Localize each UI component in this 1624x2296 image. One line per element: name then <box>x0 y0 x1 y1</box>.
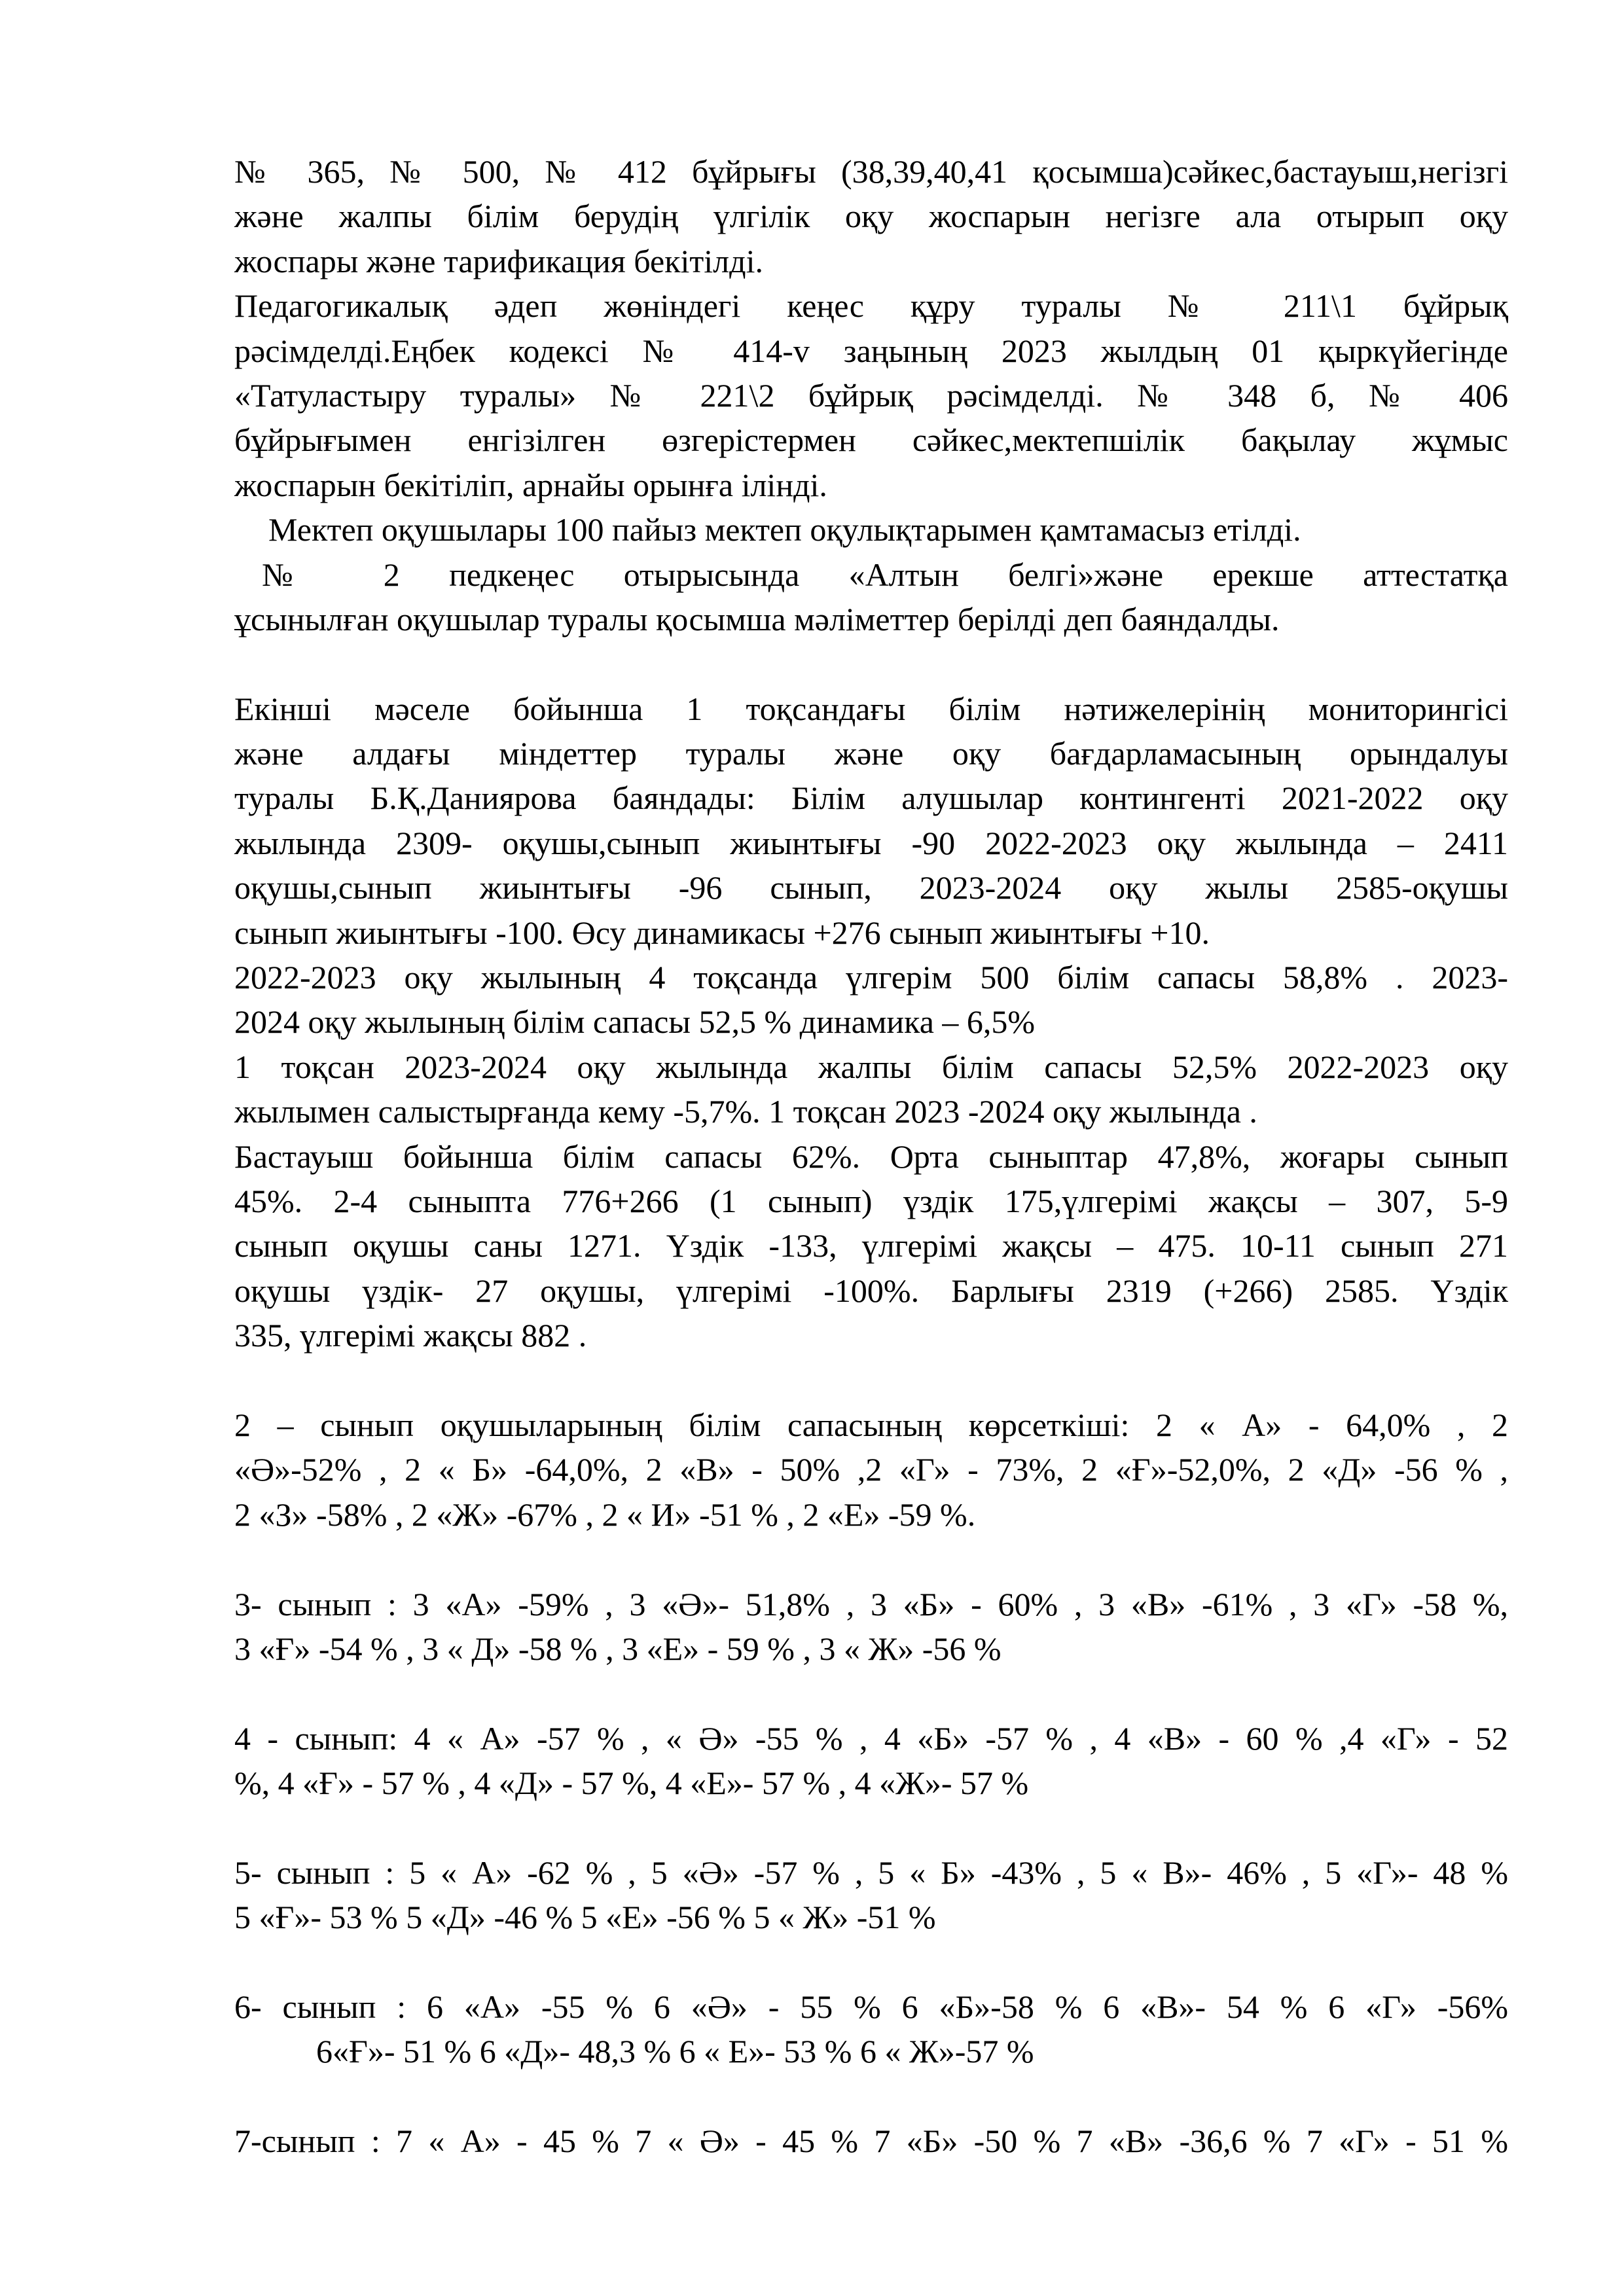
text-line: «Ә»-52% , 2 « Б» -64,0%, 2 «В» - 50% ,2 «Г» - 73%, 2 «Ғ»-52,0%, 2 «Д» -56 % , <box>234 1451 1508 1488</box>
text-line: Мектеп оқушылары 100 пайыз мектеп оқулықтарымен қамтамасыз етілді. <box>268 511 1301 548</box>
text-line: жоспары және тарификация бекітілді. <box>234 242 763 279</box>
text-line: жылымен салыстырғанда кему -5,7%. 1 тоқсан 2023 -2024 оқу жылында . <box>234 1093 1257 1130</box>
text-line: оқушы үздік- 27 оқушы, үлгерімі -100%. Барлығы 2319 (+266) 2585. Үздік <box>234 1272 1508 1309</box>
text-line: 2 «З» -58% , 2 «Ж» -67% , 2 « И» -51 % , 2 «Е» -59 %. <box>234 1496 976 1533</box>
text-line: Бастауыш бойынша білім сапасы 62%. Орта сыныптар 47,8%, жоғары сынып <box>234 1138 1508 1175</box>
text-line: 2 – сынып оқушыларының білім сапасының көрсеткіші: 2 « А» - 64,0% , 2 <box>234 1406 1508 1443</box>
text-line: және алдағы міндеттер туралы және оқу бағдарламасының орындалуы <box>234 735 1508 772</box>
text-line: 4 - сынып: 4 « А» -57 % , « Ә» -55 % , 4 «Б» -57 % , 4 «В» - 60 % ,4 «Г» - 52 <box>234 1719 1508 1757</box>
text-line: 335, үлгерімі жақсы 882 . <box>234 1317 587 1354</box>
blank-line <box>234 1537 1508 1581</box>
text-line: 1 тоқсан 2023-2024 оқу жылында жалпы білім сапасы 52,5% 2022-2023 оқу <box>234 1048 1508 1085</box>
text-line: сынып оқушы саны 1271. Үздік -133, үлгерімі жақсы – 475. 10-11 сынып 271 <box>234 1227 1508 1265</box>
text-line: 45%. 2-4 сыныпта 776+266 (1 сынып) үздік 175,үлгерімі жақсы – 307, 5-9 <box>234 1182 1508 1219</box>
text-line: және жалпы білім берудің үлгілік оқу жоспарын негізге ала отырып оқу <box>234 198 1508 235</box>
document-text-block <box>234 149 1508 2164</box>
text-line: жоспарын бекітіліп, арнайы орынға ілінді. <box>234 466 827 503</box>
text-line: № 365, № 500, № 412 бұйрығы (38,39,40,41 қосымша)сәйкес,бастауыш,негізгі <box>234 153 1508 190</box>
text-line: %, 4 «Ғ» - 57 % , 4 «Д» - 57 %, 4 «Е»- 57 % , 4 «Ж»- 57 % <box>234 1765 1029 1802</box>
text-line: 6- сынып : 6 «А» -55 % 6 «Ә» - 55 % 6 «Б»-58 % 6 «В»- 54 % 6 «Г» -56% <box>234 1988 1508 2026</box>
blank-line <box>234 1671 1508 1715</box>
text-line: 6«Ғ»- 51 % 6 «Д»- 48,3 % 6 « Е»- 53 % 6 « Ж»-57 % <box>316 2033 1034 2070</box>
text-line: 5- сынып : 5 « А» -62 % , 5 «Ә» -57 % , 5 « Б» -43% , 5 « В»- 46% , 5 «Г»- 48 % <box>234 1854 1508 1891</box>
text-line: ұсынылған оқушылар туралы қосымша мәліметтер берілді деп баяндалды. <box>234 600 1280 637</box>
text-line: 2022-2023 оқу жылының 4 тоқсанда үлгерім 500 білім сапасы 58,8% . 2023- <box>234 959 1508 996</box>
blank-line <box>234 1358 1508 1403</box>
text-line: оқушы,сынып жиынтығы -96 сынып, 2023-2024 оқу жылы 2585-оқушы <box>234 869 1508 906</box>
text-line: Педагогикалық әдеп жөніндегі кеңес құру туралы № 211\1 бұйрық <box>234 287 1508 325</box>
text-line: жылында 2309- оқушы,сынып жиынтығы -90 2022-2023 оқу жылында – 2411 <box>234 824 1508 861</box>
text-line: 5 «Ғ»- 53 % 5 «Д» -46 % 5 «Е» -56 % 5 « Ж» -51 % <box>234 1899 936 1936</box>
text-line: бұйрығымен енгізілген өзгерістермен сәйкес,мектепшілік бақылау жұмыс <box>234 422 1508 459</box>
blank-line <box>234 2074 1508 2119</box>
text-line: 3- сынып : 3 «А» -59% , 3 «Ә»- 51,8% , 3 «Б» - 60% , 3 «В» -61% , 3 «Г» -58 %, <box>234 1585 1508 1623</box>
text-line: Екінші мәселе бойынша 1 тоқсандағы білім нәтижелерінің мониторингісі <box>234 690 1508 727</box>
text-line: туралы Б.Қ.Даниярова баяндады: Білім алушылар контингенті 2021-2022 оқу <box>234 780 1508 817</box>
text-line: 3 «Ғ» -54 % , 3 « Д» -58 % , 3 «Е» - 59 % , 3 « Ж» -56 % <box>234 1630 1001 1667</box>
text-line: рәсімделді.Еңбек кодексі № 414-v заңының 2023 жылдың 01 қыркүйегінде <box>234 332 1508 369</box>
text-line: 7-сынып : 7 « А» - 45 % 7 « Ә» - 45 % 7 «Б» -50 % 7 «В» -36,6 % 7 «Г» - 51 % <box>234 2123 1508 2160</box>
blank-line <box>234 1940 1508 1984</box>
blank-line <box>234 641 1508 686</box>
blank-line <box>234 1805 1508 1850</box>
text-line: сынып жиынтығы -100. Өсу динамикасы +276 сынып жиынтығы +10. <box>234 914 1210 951</box>
text-line: 2024 оқу жылының білім сапасы 52,5 % динамика – 6,5% <box>234 1003 1036 1041</box>
text-line: № 2 педкеңес отырысында «Алтын белгі»және ерекше аттестатқа <box>262 556 1508 593</box>
text-line: «Татуластыру туралы» № 221\2 бұйрық рәсімделді. № 348 б, № 406 <box>234 376 1508 414</box>
